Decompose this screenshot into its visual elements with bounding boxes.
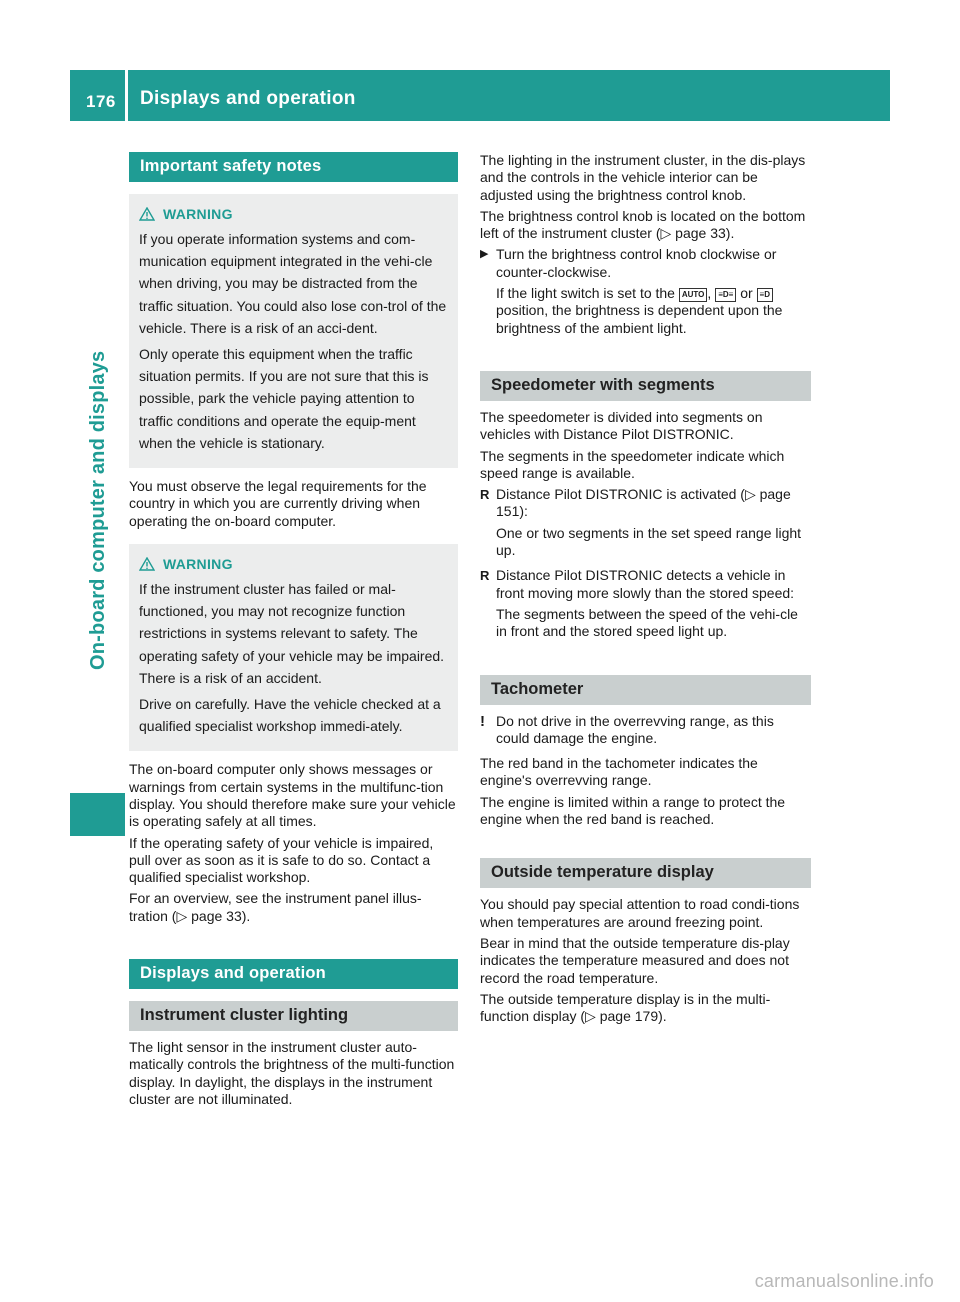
warning-text: Drive on carefully. Have the vehicle checked at a qualified specialist workshop immedi-ately. [139, 695, 441, 735]
chapter-title: Displays and operation [140, 88, 356, 109]
body-paragraph: The brightness control knob is located on the bottom left of the instrument cluster (▷ page 33). [480, 207, 806, 242]
body-paragraph: The segments in the speedometer indicate which speed range is available. [480, 447, 785, 481]
bullet-icon: R [480, 487, 490, 503]
step-text: Turn the brightness control knob clockwise or counter-clockwise. [496, 246, 777, 280]
step-arrow-icon: ▶ [480, 248, 489, 261]
warning-box-2 [129, 544, 458, 751]
subsection-heading-lighting: Instrument cluster lighting [129, 1001, 458, 1031]
header-divider [125, 70, 128, 121]
bullet-icon: R [480, 568, 490, 584]
right-column [480, 152, 811, 1029]
subsection-heading-speedometer: Speedometer with segments [480, 371, 811, 401]
body-paragraph: Bear in mind that the outside temperature dis-play indicates the temperature measured and does not record the road temperature. [480, 934, 790, 986]
watermark: carmanualsonline.info [754, 1271, 934, 1291]
page-number: 176 [86, 92, 116, 111]
body-paragraph: You should pay special attention to road condi-tions when temperatures are around freezing point. [480, 896, 800, 930]
note-item: ! Do not drive in the overrevving range, as this could damage the engine. [480, 713, 811, 752]
body-paragraph: The lighting in the instrument cluster, in the dis-plays and the controls in the vehicle interior can be adjusted using the brightness control knob. [480, 152, 806, 203]
list-item: R Distance Pilot DISTRONIC is activated (▷ page 151): One or two segments in the set speed range light up. [480, 486, 811, 563]
warning-triangle-icon [139, 207, 155, 221]
warning-label: WARNING [163, 555, 233, 572]
light-switch-auto-icon: AUTO [679, 288, 708, 302]
subsection-heading-outside-temperature: Outside temperature display [480, 858, 811, 888]
body-paragraph: The light sensor in the instrument cluster auto-matically controls the brightness of the multi-function display. In daylight, the displays in the instrument cluster are not illuminated. [129, 1039, 455, 1107]
caution-icon: ! [480, 712, 485, 730]
body-paragraph: The on-board computer only shows messages or warnings from certain systems in the multifunc-tion display. You should therefore make sure your vehicle is operating safely at all times. [129, 761, 456, 830]
list-item: R Distance Pilot DISTRONIC detects a vehicle in front moving more slowly than the stored speed: The segments between the speed of the vehi-cle in front and the stored speed light up. [480, 567, 811, 644]
parking-lamps-icon: ≡D≡ [715, 288, 736, 302]
warning-text: If you operate information systems and com-munication equipment integrated in the vehi-cle when driving, you may be distracted from the traffic situation. You could also lose con-trol of the vehicle. There is a risk of an acci-dent. [139, 231, 447, 336]
warning-title [139, 556, 448, 572]
body-paragraph: For an overview, see the instrument panel illus-tration (▷ page 33). [129, 890, 422, 924]
body-paragraph: If the operating safety of your vehicle is impaired, pull over as soon as it is safe to do so. Contact a qualified specialist workshop. [129, 834, 434, 886]
instruction-step [480, 246, 811, 340]
step-result: If the light switch is set to the AUTO , ≡D≡ or ≡D position, the brightness is dependent upon the brightness of the ambient light. [496, 285, 783, 336]
section-heading-displays: Displays and operation [129, 959, 458, 989]
body-paragraph: You must observe the legal requirements for the country in which you are currently driving when operating the on-board computer. [129, 478, 427, 529]
side-tab-marker [70, 793, 125, 836]
warning-box-1 [129, 194, 458, 468]
warning-label: WARNING [163, 206, 233, 222]
low-beam-icon: ≡D [757, 288, 773, 302]
side-tab-label: On-board computer and displays [87, 350, 109, 670]
body-paragraph: The speedometer is divided into segments on vehicles with Distance Pilot DISTRONIC. [480, 408, 763, 443]
body-paragraph: The red band in the tachometer indicates the engine's overrevving range. [480, 755, 758, 789]
warning-text: If the instrument cluster has failed or mal-functioned, you may not recognize function restrictions in systems relevant to safety. The operating safety of your vehicle may be impaired. There is a risk of an accident. [139, 580, 445, 686]
body-paragraph: The engine is limited within a range to protect the engine when the red band is reached. [480, 793, 786, 828]
subsection-heading-tachometer: Tachometer [480, 675, 811, 705]
warning-title [139, 206, 448, 222]
warning-triangle-icon [139, 557, 155, 571]
left-column [129, 152, 458, 1112]
warning-text: Only operate this equipment when the traffic situation permits. If you are not sure that this is possible, park the vehicle paying attention to traffic conditions and operate the equip-ment when the vehicle is stationary. [139, 346, 429, 451]
section-heading-safety: Important safety notes [129, 152, 458, 182]
body-paragraph: The outside temperature display is in the multi-function display (▷ page 179). [480, 990, 771, 1025]
